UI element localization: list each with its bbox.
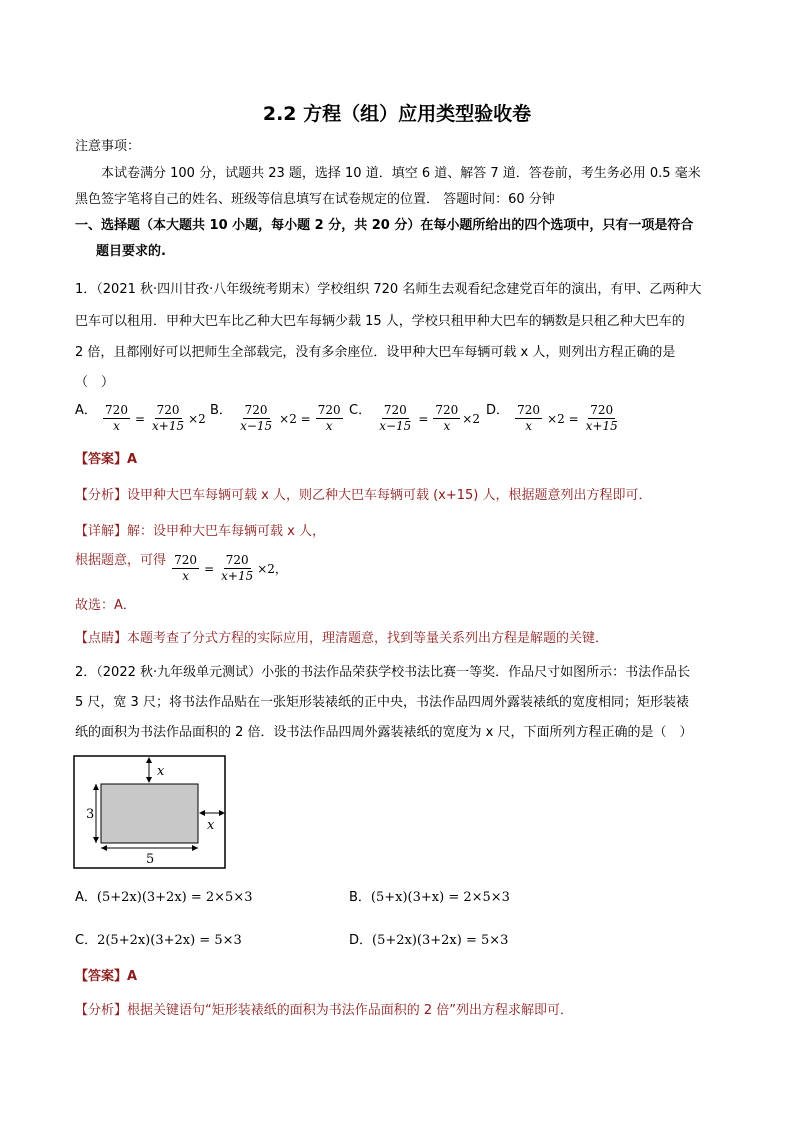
notice-line-2: 黑色签字笔将自己的姓名、班级等信息填写在试卷规定的位置． 答题时间：60 分钟 (75, 192, 555, 207)
q2-answer: 【答案】A (75, 969, 138, 984)
q2-option-c (75, 932, 242, 950)
q1-c-d1: x−15 (379, 419, 412, 433)
section-heading-line-2: 题目要求的. (96, 244, 166, 259)
q1-text-line-2: 巴车可以租用．甲种大巴车比乙种大巴车每辆少载 15 人，学校只租甲种大巴车的辆数是只租乙种大巴车的 (75, 314, 685, 329)
q1-c-n2: 720 (435, 403, 459, 417)
q1-det-d2: x+15 (221, 569, 254, 583)
q1-text-line-1: 1．（2021 秋·四川甘孜·八年级统考期末）学校组织 720 名师生去观看纪念建党百年的演出，有甲、乙两种大 (75, 282, 702, 297)
q1-b-eq: ×2 = (279, 411, 311, 426)
q2-option-b-expr: (5+x)(3+x) = 2×5×3 (370, 890, 510, 905)
q1-text-line-4: （ ） (75, 375, 115, 390)
q1-det-n2: 720 (225, 553, 249, 567)
q2-text-line-2: 5 尺，宽 3 尺；将书法作品贴在一张矩形装裱纸的正中央，书法作品四周外露装裱纸的宽度相同；矩形装裱 (75, 695, 689, 710)
q2-option-a (75, 889, 252, 907)
q1-option-a (75, 402, 206, 434)
q2-option-a-label: A． (75, 890, 97, 905)
artwork-rect (101, 784, 198, 843)
q1-detail: 【详解】解：设甲种大巴车每辆可载 x 人， (75, 524, 325, 539)
q1-detail2-pre: 根据题意，可得 (75, 553, 167, 568)
q1-a-d1: x (113, 419, 120, 433)
q1-d-n2: 720 (590, 403, 614, 417)
label-x-top: x (157, 764, 165, 779)
q1-d-eq: ×2 = (547, 411, 579, 426)
q1-option-d-label: D． (486, 403, 510, 418)
q2-option-a-expr: (5+2x)(3+2x) = 2×5×3 (96, 890, 253, 905)
q1-b-n2: 720 (317, 403, 341, 417)
q1-a-n2: 720 (156, 403, 180, 417)
q1-option-b-label: B． (210, 403, 232, 418)
q2-option-d-expr: (5+2x)(3+2x) = 5×3 (372, 933, 509, 948)
q1-a-d2: x+15 (152, 419, 185, 433)
q1-det-eq: = (204, 561, 215, 576)
q1-a-tail: ×2 (188, 411, 206, 426)
q1-option-c (349, 402, 480, 434)
q2-option-c-label: C． (75, 933, 98, 948)
q1-b-d2: x (325, 419, 333, 433)
q1-b-d1: x−15 (240, 419, 273, 433)
q1-det-n1: 720 (174, 553, 198, 567)
q2-option-b-label: B． (349, 890, 371, 905)
q1-c-d2: x (443, 419, 451, 433)
q1-option-c-label: C． (349, 403, 372, 418)
label-x-right: x (207, 818, 215, 833)
q2-figure (73, 755, 228, 870)
q1-c-eq: = (418, 411, 429, 426)
q1-choose: 故选：A． (75, 598, 136, 613)
page-title: 2.2 方程（组）应用类型验收卷 (262, 103, 532, 125)
q2-text-line-3: 纸的面积为书法作品面积的 2 倍．设书法作品四周外露装裱纸的宽度为 x 尺，下面所列方程正确的是（ ） (75, 725, 693, 740)
q1-text-line-3: 2 倍，且都刚好可以把师生全部载完，没有多余座位．设甲种大巴车每辆可载 x 人，则列出方程正确的是 (75, 345, 676, 360)
q2-analysis: 【分析】根据关键语句“矩形装裱纸的面积为书法作品面积的 2 倍”列出方程求解即可． (75, 1003, 574, 1018)
q2-option-c-expr: 2(5+2x)(3+2x) = 5×3 (97, 933, 242, 948)
q1-answer: 【答案】A (75, 452, 138, 467)
q1-d-n1: 720 (517, 403, 541, 417)
q1-b-n1: 720 (244, 403, 268, 417)
q1-option-a-label: A． (75, 403, 97, 418)
q1-d-d1: x (525, 419, 532, 433)
q1-det-d1: x (182, 569, 189, 583)
notice-line-1: 本试卷满分 100 分，试题共 23 题，选择 10 道．填空 6 道、解答 7 道．答卷前，考生务必用 0.5 毫米 (101, 166, 701, 181)
q1-d-d2: x+15 (585, 419, 618, 433)
q1-analysis: 【分析】设甲种大巴车每辆可载 x 人，则乙种大巴车每辆可载 (x+15) 人，根据题意列出方程即可． (75, 488, 652, 503)
label-5: 5 (146, 852, 155, 867)
q1-c-tail: ×2 (462, 411, 480, 426)
section-heading-line-1: 一、选择题（本大题共 10 小题，每小题 2 分，共 20 分）在每小题所给出的四个选项中，只有一项是符合 (75, 218, 694, 233)
notice-heading: 注意事项： (75, 139, 141, 154)
label-3: 3 (86, 807, 95, 822)
q1-option-d (486, 402, 622, 434)
q1-detail-equation (75, 552, 287, 584)
q1-a-eq: = (134, 411, 146, 426)
q1-option-b (210, 402, 345, 434)
q1-comment: 【点睛】本题考查了分式方程的实际应用，理清题意，找到等量关系列出方程是解题的关键． (75, 631, 609, 646)
q2-option-d (349, 932, 508, 950)
q1-c-n1: 720 (383, 403, 407, 417)
q2-text-line-1: 2．（2022 秋·九年级单元测试）小张的书法作品荣获学校书法比赛一等奖．作品尺寸如图所示：书法作品长 (75, 665, 691, 680)
q2-option-b (349, 889, 510, 907)
q1-det-tail: ×2， (257, 562, 287, 576)
q1-a-n1: 720 (105, 403, 128, 417)
q2-option-d-label: D． (349, 933, 373, 948)
